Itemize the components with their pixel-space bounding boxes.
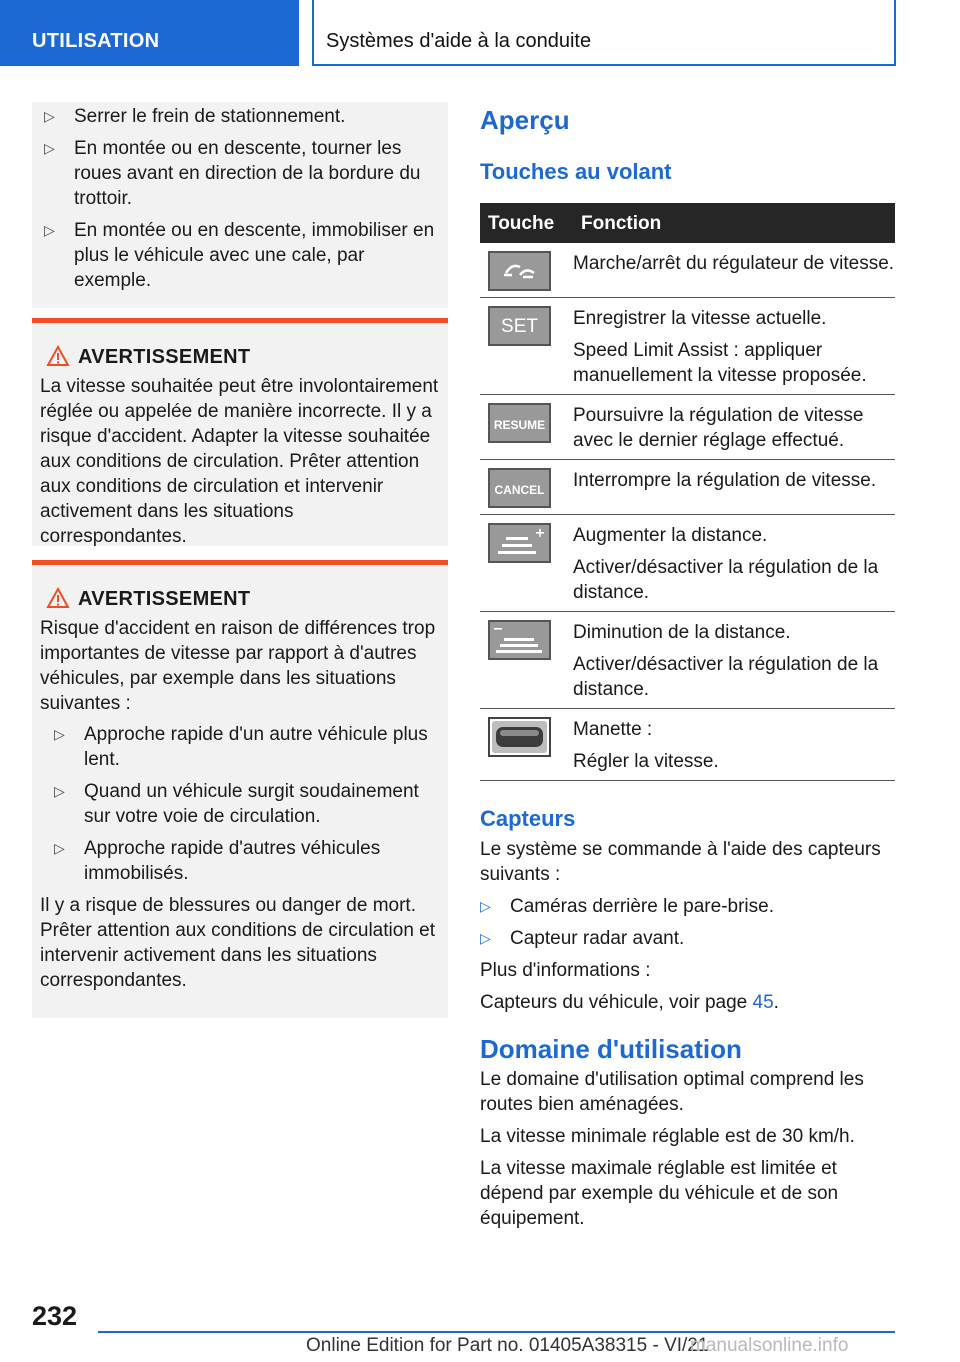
warning-intro: Risque d'accident en raison de différences trop importantes de vitesse par rapport à d'autres véhicules, par exemple dans les situations suivantes : — [40, 618, 436, 714]
list-item: ▷ En montée ou en descente, tourner les roues avant en direction de la bordure du trottoir. — [44, 138, 421, 209]
domain-paragraph: La vitesse maximale réglable est limitée et dépend par exemple du véhicule et de son équipement. — [480, 1158, 839, 1229]
list-item: ▷ Caméras derrière le pare-brise. — [480, 896, 774, 917]
table-row: CANCEL Interrompre la régulation de vitesse. — [480, 460, 895, 515]
cruise-on-off-icon — [488, 251, 551, 291]
triangle-bullet-icon: ▷ — [480, 930, 491, 946]
domain-paragraph: Le domaine d'utilisation optimal comprend les routes bien aménagées. — [480, 1069, 864, 1115]
edition-text: Online Edition for Part no. 01405A38315 - VI/21 — [306, 1335, 709, 1356]
warning-text: La vitesse souhaitée peut être involontairement réglée ou appelée de manière incorrecte. Il y a risque d'accident. Adapter la vitesse souhaitée aux conditions de circulation. Prêter attention aux conditions de circulation et intervenir activement dans les situations correspondantes. — [40, 376, 439, 547]
sensors-heading: Capteurs — [480, 806, 576, 831]
table-row: Diminution de la distance. Activer/désactiver la régulation de la distance. — [480, 612, 895, 709]
warning-triangle-icon — [46, 345, 70, 367]
domain-paragraph: La vitesse minimale réglable est de 30 km/h. — [480, 1126, 855, 1147]
page-reference: Capteurs du véhicule, voir page 45. — [480, 992, 779, 1013]
resume-key-icon: RESUME — [488, 403, 551, 443]
warning-outro: Il y a risque de blessures ou danger de mort. Prêter attention aux conditions de circulation et intervenir activement dans les situations correspondantes. — [40, 895, 436, 991]
overview-section — [480, 102, 895, 1238]
page-link[interactable]: 45 — [752, 992, 774, 1013]
chapter-tab — [312, 0, 896, 66]
table-row: Marche/arrêt du régulateur de vitesse. — [480, 243, 895, 298]
table-row: RESUME Poursuivre la régulation de vitesse avec le dernier réglage effectué. — [480, 395, 895, 460]
list-item: ▷ Quand un véhicule surgit soudainement sur votre voie de circulation. — [54, 781, 419, 827]
chapter-title: Systèmes d'aide à la conduite — [326, 30, 592, 52]
section-tab — [0, 0, 299, 66]
table-row: Manette : Régler la vitesse. — [480, 709, 895, 781]
list-item: ▷ Approche rapide d'un autre véhicule plus lent. — [54, 724, 428, 770]
list-item: ▷ Serrer le frein de stationnement. — [44, 106, 346, 127]
sensors-intro: Le système se commande à l'aide des capteurs suivants : — [480, 839, 881, 885]
list-item: ▷ Approche rapide d'autres véhicules immobilisés. — [54, 838, 381, 884]
list-item: ▷ En montée ou en descente, immobiliser en plus le véhicule avec une cale, par exemple. — [44, 220, 435, 291]
set-key-icon: SET — [488, 306, 551, 346]
cancel-key-icon: CANCEL — [488, 468, 551, 508]
warning-box-speed — [32, 318, 448, 546]
triangle-bullet-icon: ▷ — [44, 140, 55, 156]
triangle-bullet-icon: ▷ — [54, 726, 65, 742]
distance-decrease-icon — [488, 620, 551, 660]
triangle-bullet-icon: ▷ — [44, 222, 55, 238]
page-number: 232 — [32, 1301, 78, 1331]
triangle-bullet-icon: ▷ — [54, 840, 65, 856]
steering-keys-table — [480, 203, 895, 781]
table-row: SET Enregistrer la vitesse actuelle. Speed Limit Assist : appliquer manuellement la vitesse proposée. — [480, 298, 895, 395]
column-header-function: Fonction — [573, 203, 895, 243]
triangle-bullet-icon: ▷ — [54, 783, 65, 799]
section-title: UTILISATION — [32, 30, 160, 52]
column-header-key: Touche — [480, 203, 573, 243]
warning-title: AVERTISSEMENT — [40, 345, 440, 370]
warning-title: AVERTISSEMENT — [40, 587, 440, 612]
section-heading: Touches au volant — [480, 159, 672, 184]
list-item: ▷ Capteur radar avant. — [480, 928, 685, 949]
domain-heading: Domaine d'utilisation — [480, 1034, 742, 1064]
parking-steps-box — [32, 102, 448, 308]
more-info-label: Plus d'informations : — [480, 960, 651, 981]
warning-box-speed-difference — [32, 560, 448, 1018]
triangle-bullet-icon: ▷ — [44, 108, 55, 124]
table-row: Augmenter la distance. Activer/désactiver la régulation de la distance. — [480, 515, 895, 612]
warning-triangle-icon — [46, 587, 70, 609]
rocker-switch-icon — [488, 717, 551, 757]
page-heading: Aperçu — [480, 105, 570, 135]
triangle-bullet-icon: ▷ — [480, 898, 491, 914]
watermark: manualsonline.info — [690, 1335, 849, 1356]
distance-increase-icon — [488, 523, 551, 563]
